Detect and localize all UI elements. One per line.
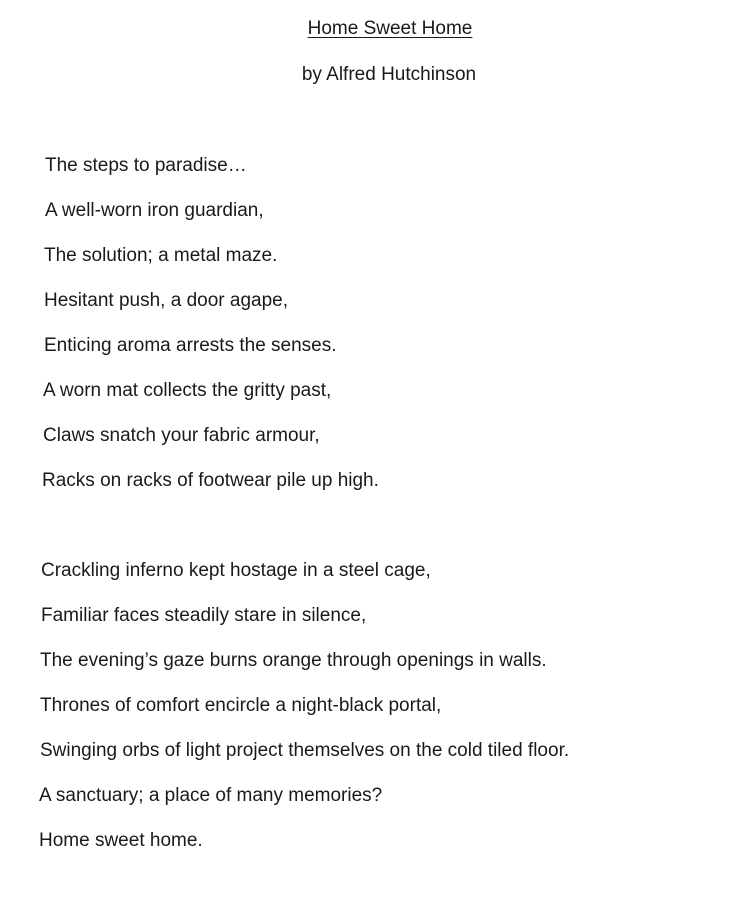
- poem-line: Swinging orbs of light project themselves on the cold tiled floor.: [40, 740, 570, 761]
- poem-line: Hesitant push, a door agape,: [44, 290, 289, 311]
- poem-line: Familiar faces steadily stare in silence,: [41, 605, 367, 626]
- poem-line: Home sweet home.: [39, 830, 203, 851]
- poem-line: A well-worn iron guardian,: [45, 200, 264, 221]
- poem-line: Racks on racks of footwear pile up high.: [42, 470, 379, 491]
- poem-line: A sanctuary; a place of many memories?: [39, 785, 383, 806]
- poem-line: The evening’s gaze burns orange through openings in walls.: [40, 650, 547, 671]
- poem-line: Thrones of comfort encircle a night-black portal,: [40, 695, 442, 716]
- poem-line: The steps to paradise…: [45, 155, 247, 176]
- poem-author: by Alfred Hutchinson: [301, 64, 477, 85]
- poem-line: A worn mat collects the gritty past,: [43, 380, 332, 401]
- poem-line: Enticing aroma arrests the senses.: [44, 335, 337, 356]
- poem-line: Claws snatch your fabric armour,: [43, 425, 320, 446]
- poem-line: Crackling inferno kept hostage in a steel cage,: [41, 560, 431, 581]
- poem-line: The solution; a metal maze.: [44, 245, 278, 266]
- poem-title: Home Sweet Home: [307, 18, 473, 39]
